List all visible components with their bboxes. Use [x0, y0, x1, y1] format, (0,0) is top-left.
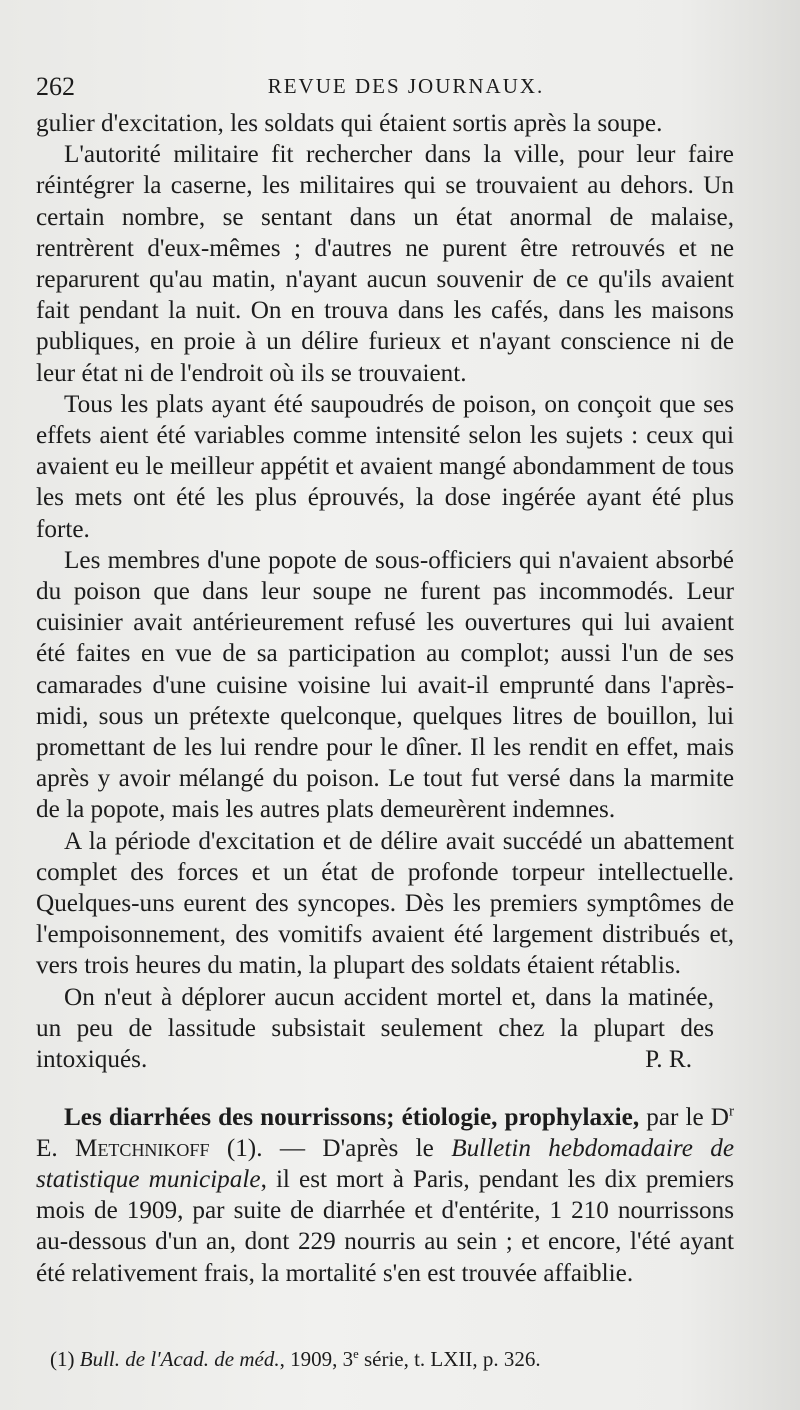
page-header — [36, 72, 736, 106]
footnote-source: Bull. de l'Acad. de méd. — [79, 1347, 280, 1371]
paragraph: Tous les plats ayant été saupoudrés de poison, on conçoit que ses effets aient été variables comme intensité selon les sujets : ceux qui avaient eu le meilleur appétit et avaient mangé abondamment de tous les mets ont été les plus éprouvés, la dose ingérée ayant été plus forte. — [36, 390, 734, 543]
footnote-tail: série, t. LXII, p. 326. — [358, 1347, 541, 1371]
closing-paragraph — [36, 982, 734, 1076]
signature: P. R. — [645, 1046, 692, 1074]
footnote-rest: , 1909, 3 — [279, 1347, 354, 1371]
paragraph: A la période d'excitation et de délire avait succédé un abattement complet des forces et un état de profonde torpeur intellectuelle. Quelques-uns eurent des syncopes. Dès les premiers symptômes de l'empoisonnement, des vomitifs avaient été largement distribués et, vers trois heures du matin, la plupart des soldats étaient rétablis. — [36, 827, 734, 980]
section-text: , il est mort à Paris, pendant les dix premiers mois de 1909, par suite de diarrhée et d'entérite, 1 210 nourrissons au-dessous d'un an, dont 229 nourris au sein ; et encore, l'été ayant été relativement frais, la mortalité s'en est trouvée affaiblie. — [36, 1165, 734, 1287]
paragraph: Les membres d'une popote de sous-officiers qui n'avaient absorbé du poison que dans leur soupe ne furent pas incommodés. Leur cuisinier avait antérieurement refusé les ouvertures qui lui avaient été faites en vue de sa participation au complot; aussi l'un de ses camarades d'une cuisine voisine lui avait-il emprunté dans l'après-midi, sous un prétexte quelconque, quelques litres de bouillon, lui promettant de les lui rendre pour le dîner. Il les rendit en effet, mais après y avoir mélangé du poison. Le tout fut versé dans la marmite de la popote, mais les autres plats demeurèrent indemnes. — [36, 546, 734, 824]
note-ref: (1). — D'après le — [226, 1134, 434, 1162]
footnote-marker: (1) — [50, 1347, 75, 1371]
author-sup: r — [728, 1103, 734, 1120]
journal-title: Bulletin hebdomadaire de statistique municipale — [36, 1134, 735, 1193]
footnote-sup: e — [353, 1347, 359, 1361]
paragraph: L'autorité militaire fit rechercher dans la ville, pour leur faire réintégrer la caserne, les militaires qui se trouvaient au dehors. Un certain nombre, se sentant dans un état anormal de malaise, rentrèrent d'eux-mêmes ; d'autres ne purent être retrouvés et ne reparurent qu'au matin, n'ayant aucun souvenir de ce qu'ils avaient fait pendant la nuit. On en trouva dans les cafés, dans les maisons publiques, en proie à un délire furieux et n'ayant conscience ni de leur état ni de l'endroit où ils se trouvaient. — [36, 141, 734, 387]
page-number: 262 — [36, 72, 75, 101]
footnote — [50, 1346, 730, 1372]
running-head: REVUE DES JOURNAUX. — [267, 74, 545, 98]
section-title: Les diarrhées des nourrissons; étiologie, prophylaxie, — [64, 1103, 640, 1131]
section-paragraph — [36, 1102, 734, 1289]
paragraph: On n'eut à déplorer aucun accident mortel et, dans la matinée, un peu de lassitude subsistait seulement chez la plupart des intoxiqués. — [36, 983, 714, 1074]
author-prefix: par le D — [646, 1103, 729, 1131]
author-name: E. Metchnikoff — [36, 1134, 210, 1162]
body-text — [36, 108, 734, 1289]
paragraph: gulier d'excitation, les soldats qui étaient sortis après la soupe. — [36, 110, 663, 137]
